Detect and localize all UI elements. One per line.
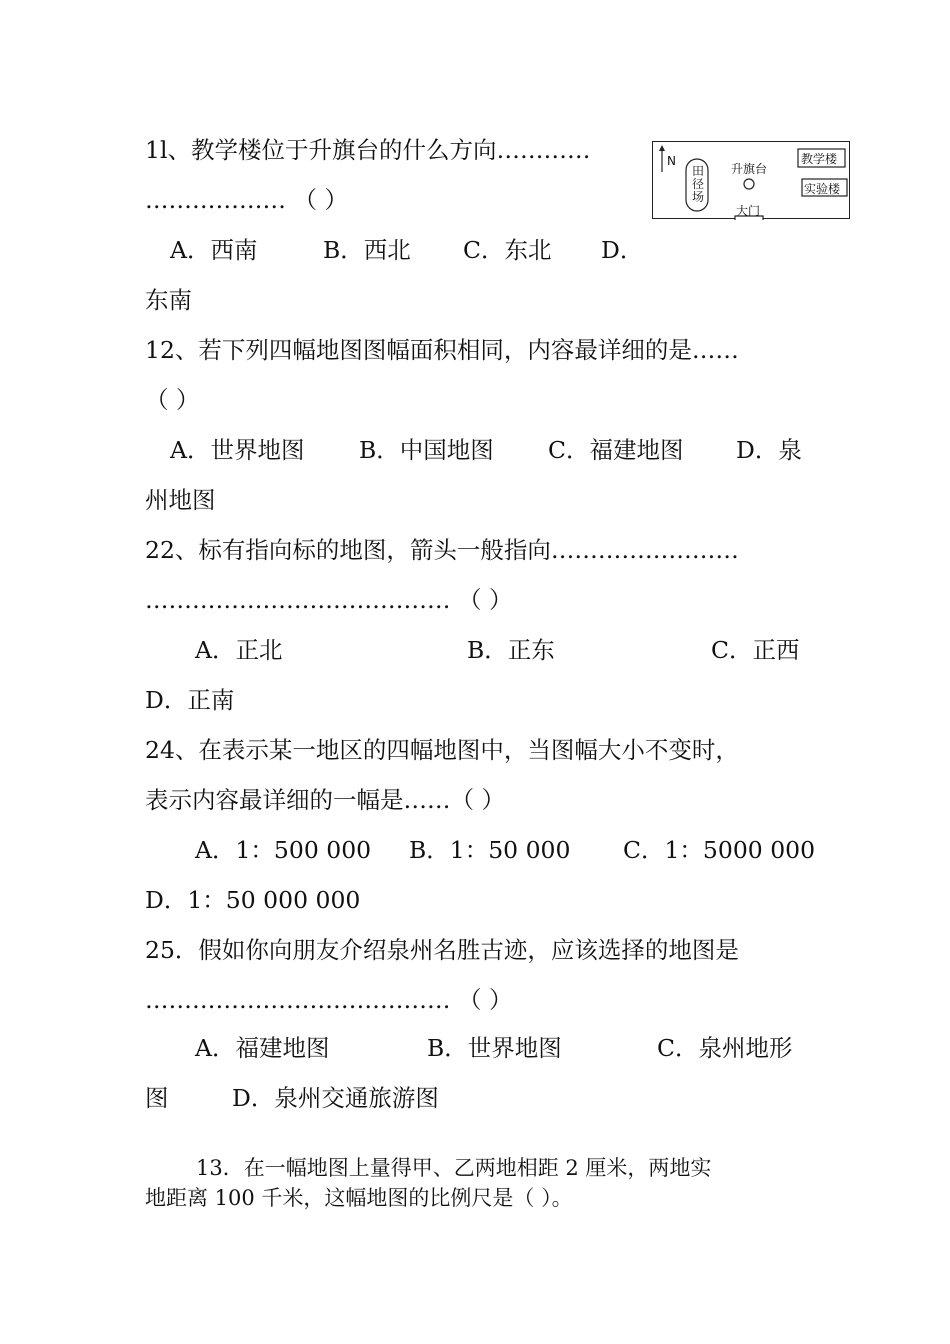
q24-option-d: D．1：50 000 000 [145,886,361,914]
q22-option-b: B．正东 [467,636,555,664]
q12-option-a: A．世界地图 [170,436,305,464]
q22-option-d: D．正南 [145,686,235,714]
q11-option-b: B．西北 [323,236,411,264]
q12-stem-line2: （ ） [145,386,200,414]
q24-option-c: C．1：5000 000 [623,836,816,864]
q11-option-a: A．西南 [170,236,258,264]
q25-stem-line1: 25．假如你向朋友介绍泉州名胜古迹，应该选择的地图是 [145,936,739,964]
q22-option-a: A．正北 [195,636,283,664]
q13-stem-line2: 地距离 100 千米，这幅地图的比例尺是（ ）。 [145,1186,573,1210]
q22-stem-line1: 22、标有指向标的地图，箭头一般指向…………………… [145,536,739,564]
map-north-label: N [667,154,676,168]
q24-option-b: B．1：50 000 [409,836,571,864]
q11-stem-line1: 1l、教学楼位于升旗台的什么方向………… [145,136,591,164]
q12-option-c: C．福建地图 [548,436,684,464]
map-teaching-label: 教学楼 [801,152,838,166]
q24-stem-line2: 表示内容最详细的一幅是……（ ） [145,786,505,814]
school-map-figure [652,141,850,219]
q12-stem-line1: 12、若下列四幅地图图幅面积相同，内容最详细的是…… [145,336,739,364]
q25-option-d: D．泉州交通旅游图 [232,1084,439,1112]
q22-stem-line2: ………………………………… （ ） [145,586,513,614]
q25-stem-line2: ………………………………… （ ） [145,986,513,1014]
q22-option-c: C．正西 [711,636,800,664]
north-arrowhead-icon [659,145,665,151]
q11-option-d: D． [601,236,644,264]
q11-option-d-continued: 东南 [145,286,192,314]
q12-option-d: D．泉 [736,436,802,464]
map-lab-label: 实验楼 [804,182,841,196]
q12-option-b: B．中国地图 [359,436,494,464]
map-gate-label: 大门 [736,204,761,218]
map-field-label: 田径场 [692,164,705,204]
q11-option-c: C．东北 [463,236,552,264]
flag-platform-circle [744,179,754,189]
q12-option-d-continued: 州地图 [145,486,216,514]
q25-option-b: B．世界地图 [427,1034,562,1062]
q25-option-c: C．泉州地形 [657,1034,793,1062]
map-flag-label: 升旗台 [731,162,768,176]
q24-stem-line1: 24、在表示某一地区的四幅地图中，当图幅大小不变时， [145,736,739,764]
q25-option-c-continued: 图 [145,1084,169,1112]
q25-option-a: A．福建地图 [195,1034,330,1062]
q11-stem-line2: ……………… （ ） [145,186,348,214]
q24-option-a: A．1：500 000 [195,836,372,864]
q13-stem-line1: 13．在一幅地图上量得甲、乙两地相距 2 厘米，两地实 [196,1156,712,1180]
